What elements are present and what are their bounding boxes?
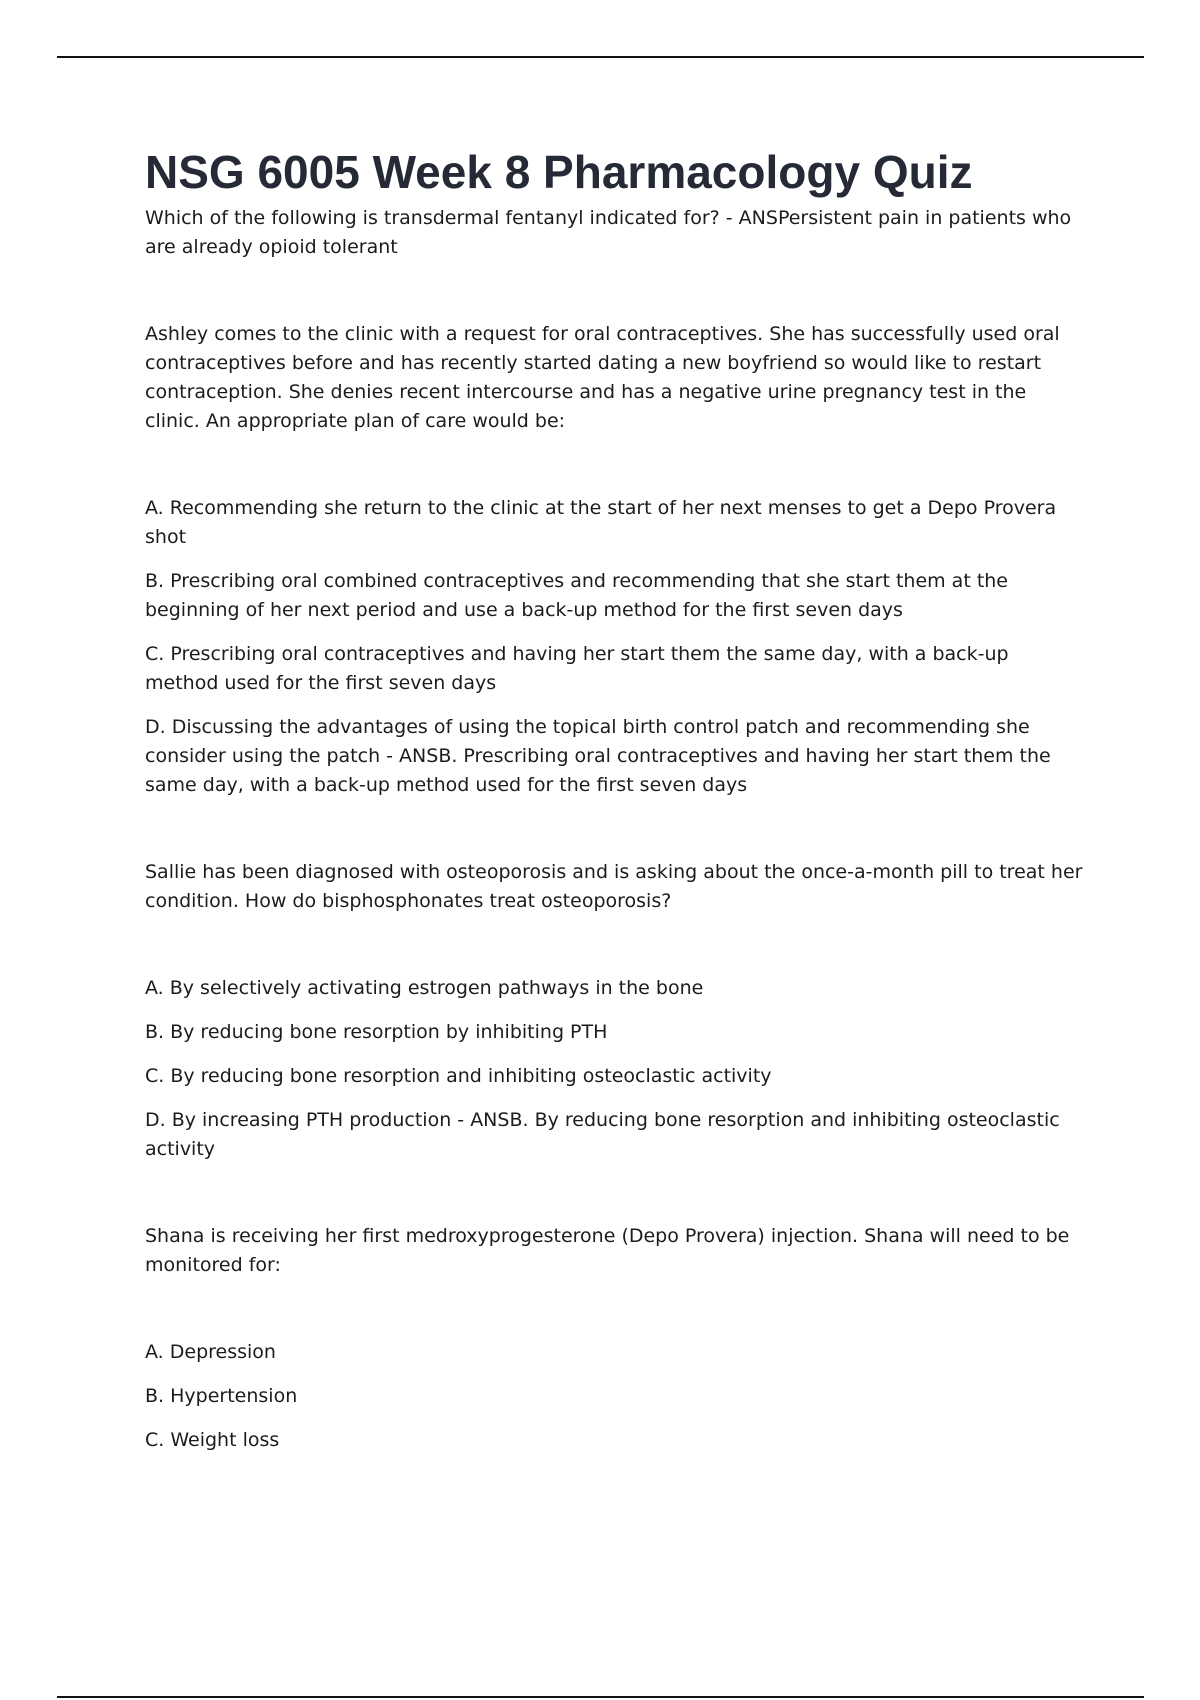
question-1: Which of the following is transdermal fentanyl indicated for? - ANSPersistent pain in patients who are already opioid tolerant: [145, 207, 1072, 258]
question-3-option-a: A. By selectively activating estrogen pathways in the bone: [145, 977, 704, 999]
question-3: Sallie has been diagnosed with osteoporosis and is asking about the once-a-month pill to treat her condition. How do bisphosphonates treat osteoporosis?: [145, 861, 1083, 912]
bottom-divider: [57, 1696, 1144, 1698]
question-2-option-d: D. Discussing the advantages of using the topical birth control patch and recommending she consider using the patch - ANSB. Prescribing oral contraceptives and having her start them the same day, with a back-up method used for the first seven days: [145, 716, 1051, 796]
question-2-option-a: A. Recommending she return to the clinic at the start of her next menses to get a Depo Provera shot: [145, 497, 1057, 548]
question-4-option-a: A. Depression: [145, 1341, 276, 1363]
page-title: NSG 6005 Week 8 Pharmacology Quiz: [145, 146, 973, 198]
document-body: [145, 140, 1085, 1455]
question-3-option-d: D. By increasing PTH production - ANSB. By reducing bone resorption and inhibiting osteoclastic activity: [145, 1109, 1060, 1160]
question-2: Ashley comes to the clinic with a request for oral contraceptives. She has successfully used oral contraceptives before and has recently started dating a new boyfriend so would like to restart contraception. She denies recent intercourse and has a negative urine pregnancy test in the clinic. An appropriate plan of care would be:: [145, 323, 1060, 432]
question-3-option-c: C. By reducing bone resorption and inhibiting osteoclastic activity: [145, 1065, 772, 1087]
question-3-option-b: B. By reducing bone resorption by inhibiting PTH: [145, 1021, 608, 1043]
question-2-option-c: C. Prescribing oral contraceptives and having her start them the same day, with a back-up method used for the first seven days: [145, 643, 1009, 694]
question-4-option-b: B. Hypertension: [145, 1385, 298, 1407]
question-4-option-c: C. Weight loss: [145, 1429, 280, 1451]
question-4: Shana is receiving her first medroxyprogesterone (Depo Provera) injection. Shana will need to be monitored for:: [145, 1225, 1070, 1276]
question-2-option-b: B. Prescribing oral combined contraceptives and recommending that she start them at the beginning of her next period and use a back-up method for the first seven days: [145, 570, 1008, 621]
top-divider: [57, 56, 1144, 58]
